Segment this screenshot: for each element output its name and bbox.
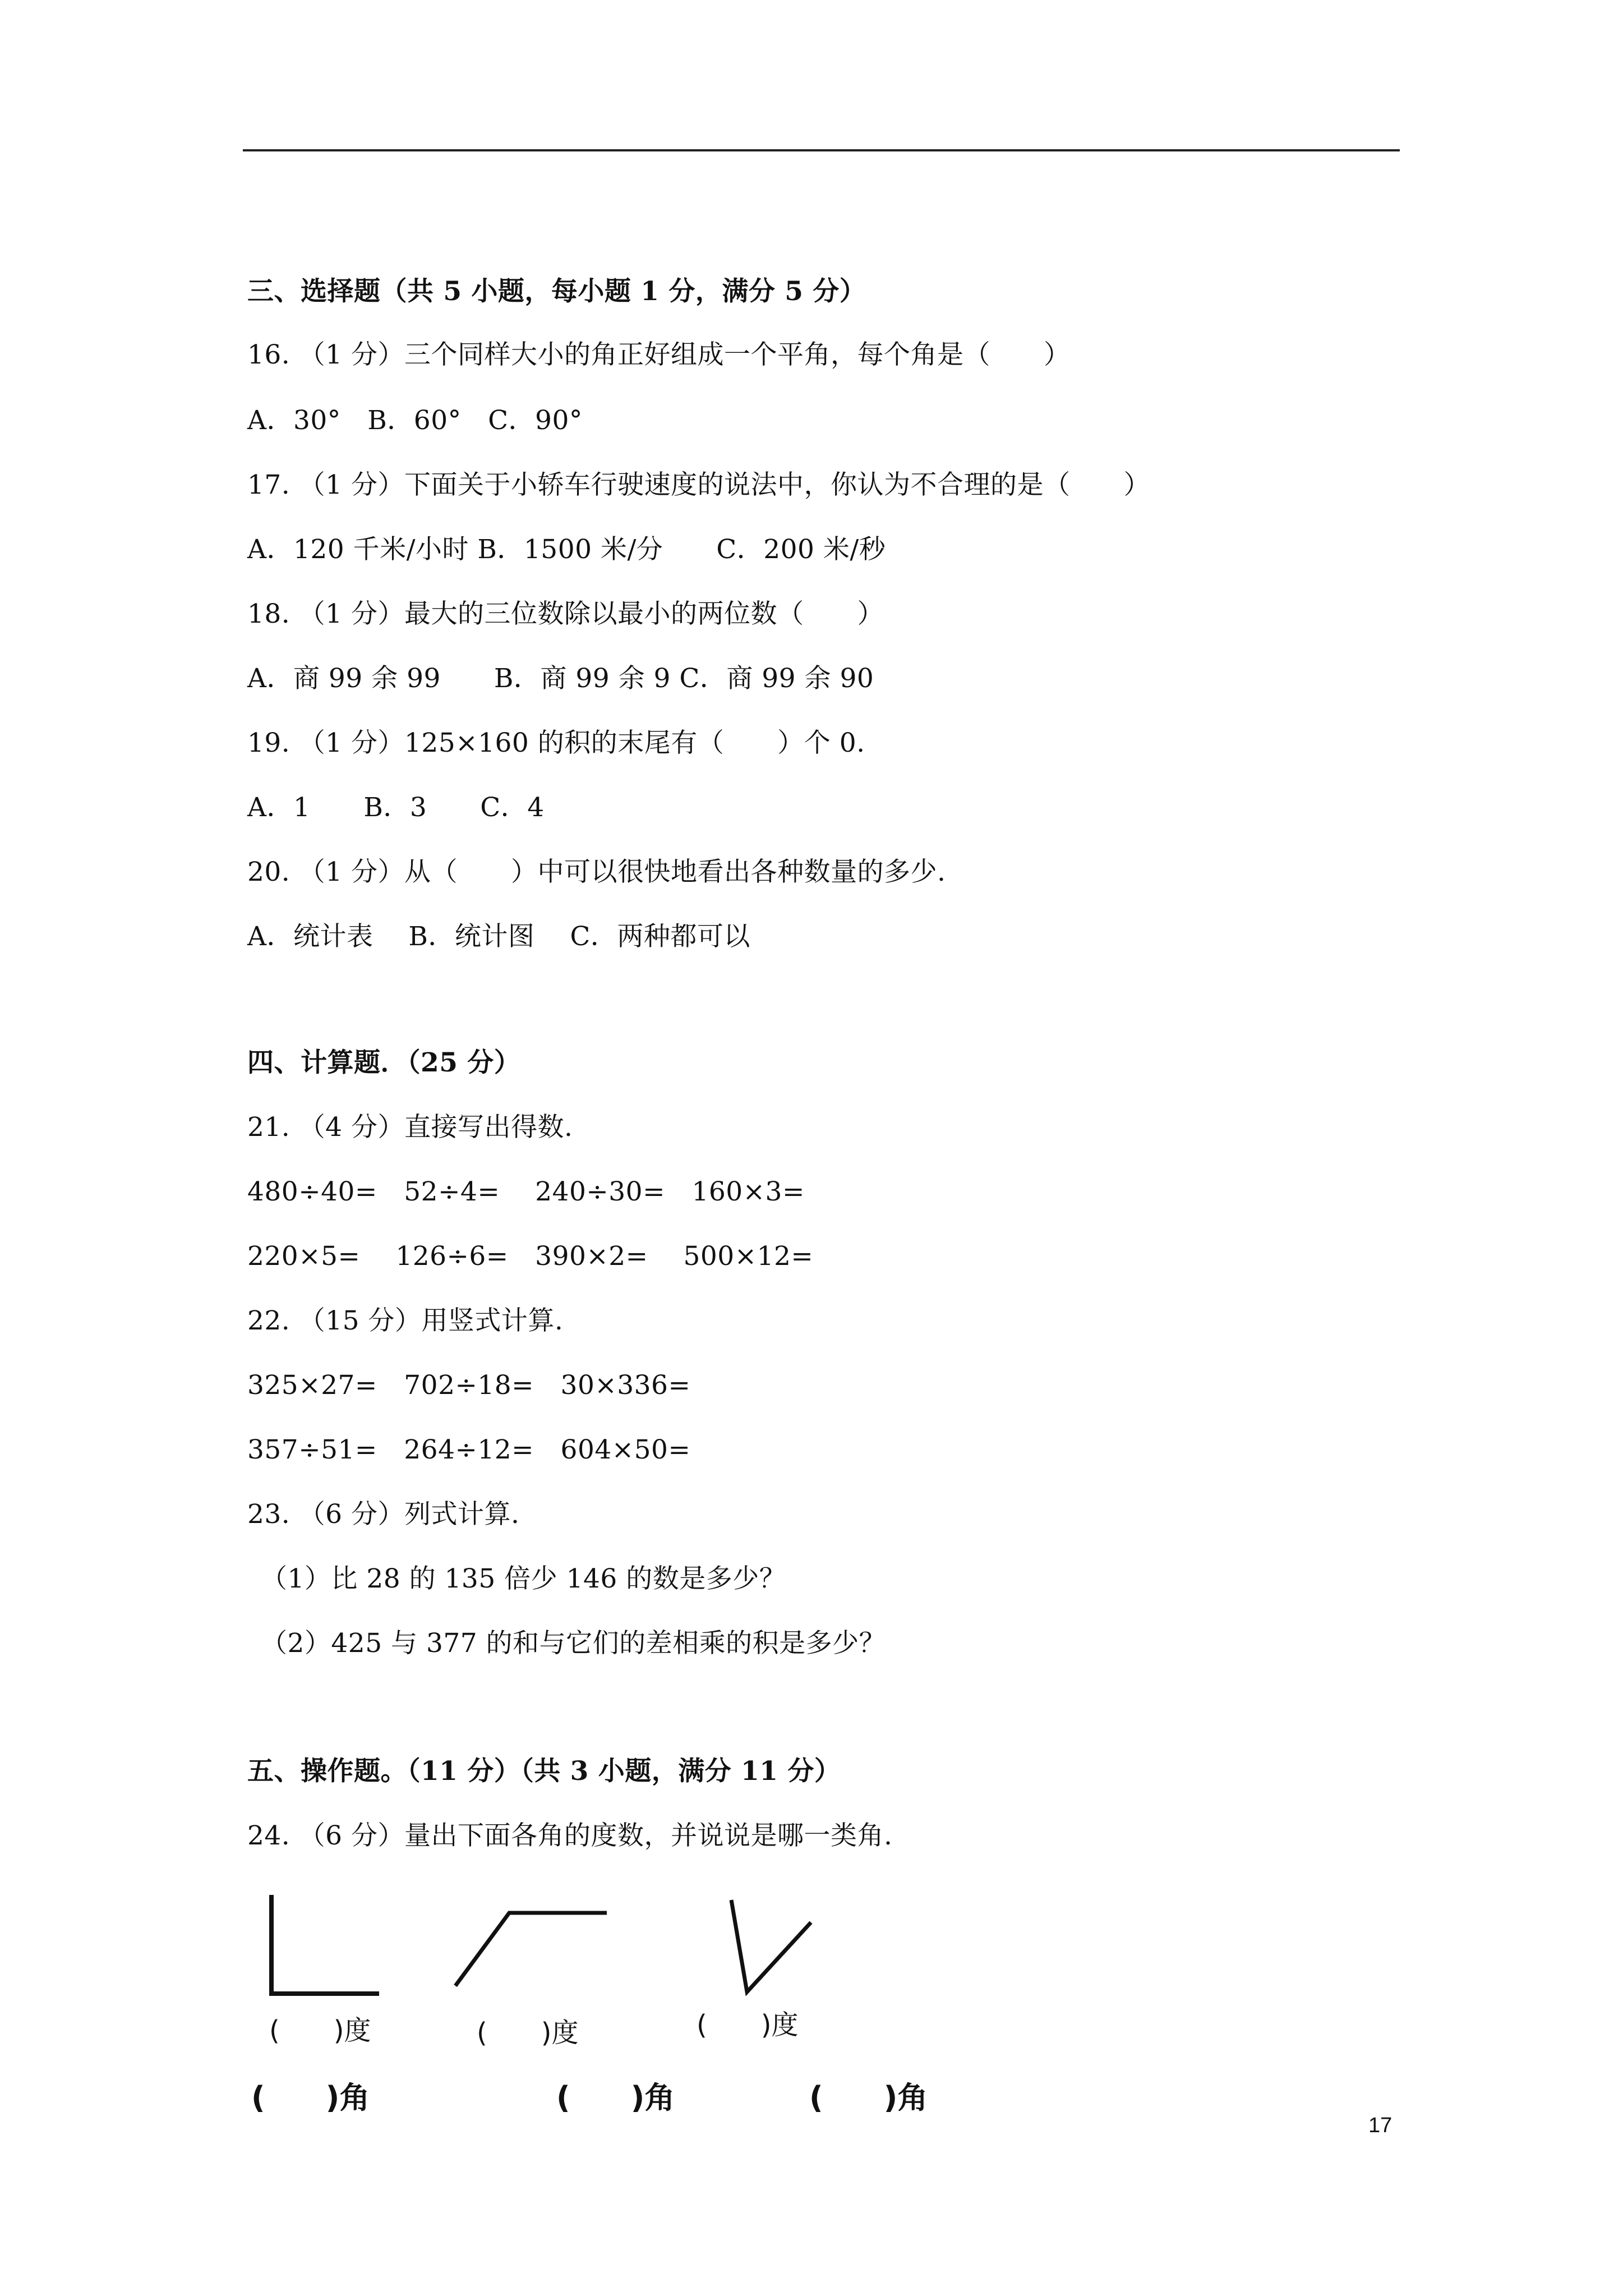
acute-angle-figure — [723, 1893, 819, 2000]
question-21-row-2: 220×5= 126÷6= 390×2= 500×12= — [247, 1241, 814, 1272]
question-20: 20. （1 分）从（ ）中可以很快地看出各种数量的多少. — [247, 857, 946, 887]
question-22-row-2: 357÷51= 264÷12= 604×50= — [247, 1434, 691, 1465]
question-21-row-1: 480÷40= 52÷4= 240÷30= 160×3= — [247, 1176, 805, 1207]
question-23: 23. （6 分）列式计算. — [247, 1499, 520, 1530]
angle-1-degree-label: ( )度 — [269, 2015, 371, 2046]
question-19: 19. （1 分）125×160 的积的末尾有（ ）个 0. — [247, 728, 865, 758]
question-16: 16. （1 分）三个同样大小的角正好组成一个平角，每个角是（ ） — [247, 339, 1071, 370]
question-19-options: A．1 B．3 C．4 — [247, 792, 545, 823]
angle-2-type-label: ( )角 — [556, 2080, 675, 2115]
page-number: 17 — [1368, 2114, 1393, 2137]
obtuse-angle-figure — [449, 1902, 611, 1991]
question-18-options: A．商 99 余 99 B．商 99 余 9 C．商 99 余 90 — [247, 663, 874, 694]
question-17: 17. （1 分）下面关于小轿车行驶速度的说法中，你认为不合理的是（ ） — [247, 470, 1151, 500]
question-23-part-1: （1）比 28 的 135 倍少 146 的数是多少？ — [261, 1563, 786, 1594]
section-5-title: 五、操作题。（11 分）（共 3 小题，满分 11 分） — [247, 1756, 841, 1787]
angle-3-type-label: ( )角 — [809, 2080, 928, 2115]
question-21: 21. （4 分）直接写出得数. — [247, 1112, 573, 1143]
question-23-part-2: （2）425 与 377 的和与它们的差相乘的积是多少？ — [261, 1628, 886, 1659]
question-16-options: A．30° B．60° C．90° — [247, 405, 583, 436]
question-18: 18. （1 分）最大的三位数除以最小的两位数（ ） — [247, 599, 884, 629]
angle-1-type-label: ( )角 — [251, 2080, 370, 2115]
question-24: 24. （6 分）量出下面各角的度数，并说说是哪一类角. — [247, 1820, 893, 1851]
angle-3-degree-label: ( )度 — [697, 2009, 799, 2041]
header-rule — [243, 149, 1400, 151]
angle-2-degree-label: ( )度 — [477, 2017, 579, 2049]
question-17-options: A．120 千米/小时 B．1500 米/分 C．200 米/秒 — [247, 534, 886, 565]
right-angle-figure — [264, 1890, 387, 2003]
question-22: 22. （15 分）用竖式计算. — [247, 1305, 564, 1336]
section-3-title: 三、选择题（共 5 小题，每小题 1 分，满分 5 分） — [247, 276, 866, 307]
section-4-title: 四、计算题．（25 分） — [247, 1047, 521, 1078]
question-20-options: A．统计表 B．统计图 C．两种都可以 — [247, 921, 750, 952]
question-22-row-1: 325×27= 702÷18= 30×336= — [247, 1370, 691, 1401]
